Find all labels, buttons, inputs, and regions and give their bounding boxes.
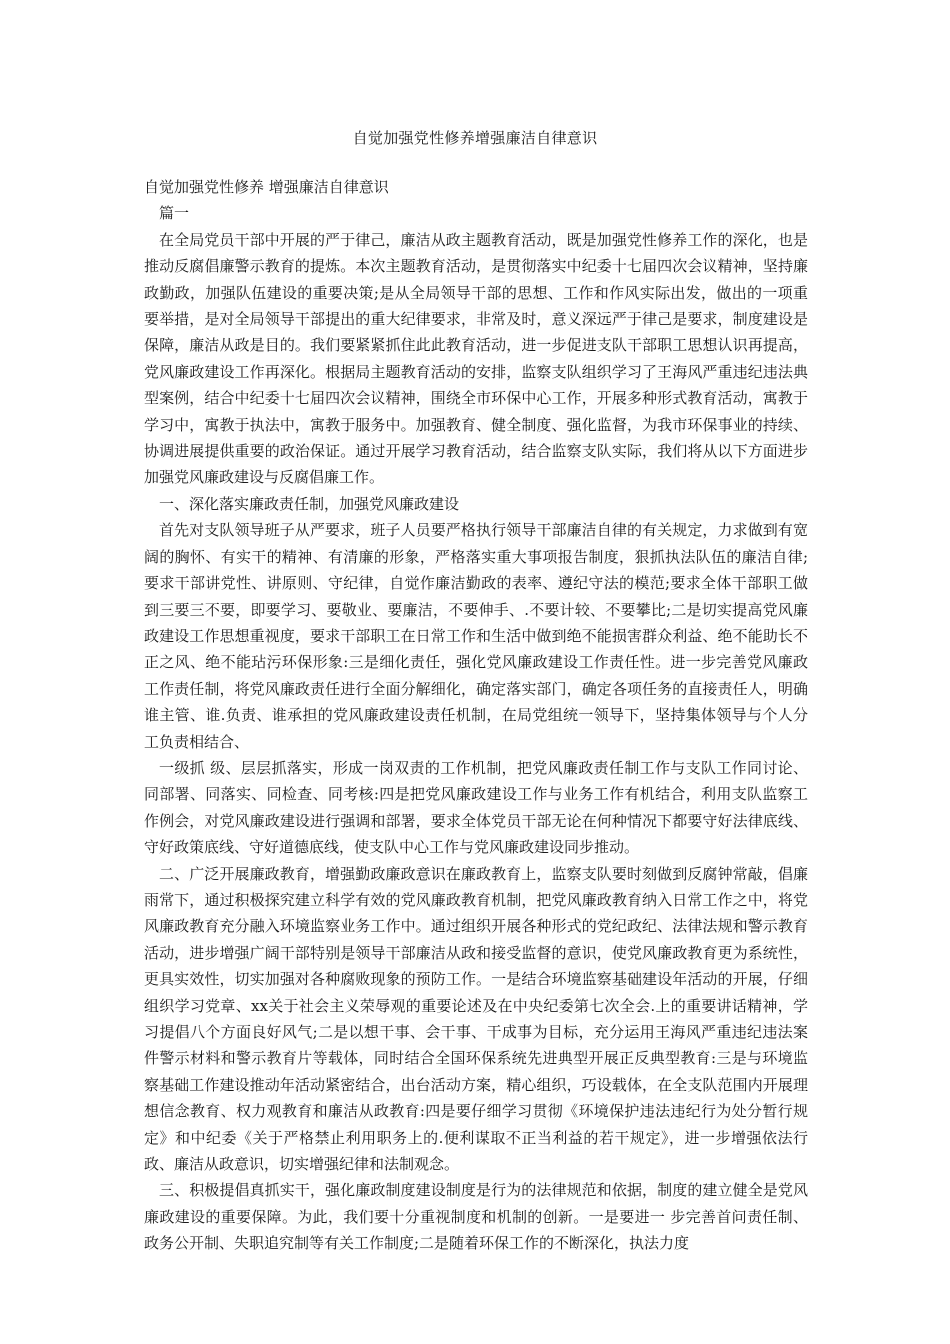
paragraph-section-two: 二、广泛开展廉政教育，增强勤政廉政意识在廉政教育上，监察支队要时刻做到反腐钟常敲，倡廉雨常下，通过积极探究建立科学有效的党风廉政教育机制，把党风廉政教育纳入日常工作之中，将党风廉政教育充分融入环境监察业务工作中。通过组织开展各种形式的党纪政纪、法律法规和警示教育活动，进步增强广阔干部特别是领导干部廉洁从政和接受监督的意识，使党风廉政教育更为系统性，更具实效性，切实加强对各种腐败现象的预防工作。一是结合环境监察基础建设年活动的开展，仔细组织学习党章、xx关于社会主义荣辱观的重要论述及在中央纪委第七次全会.上的重要讲话精神，学习提倡八个方面良好风气;二是以想干事、会干事、干成事为目标，充分运用王海风严重违纪违法案件警示材料和警示教育片等载体，同时结合全国环保系统先进典型开展正反典型教育:三是与环境监察基础工作建设推动年活动紧密结合，出台活动方案，精心组织，巧设载体，在全支队范围内开展理想信念教育、权力观教育和廉洁从政教育:四是要仔细学习贯彻《环境保护违法违纪行为处分暂行规定》和中纪委《关于严格禁止利用职务上的.便利谋取不正当利益的若干规定》，进一步增强依法行政、廉洁从政意识，切实增强纪律和法制观念。 — [144, 864, 808, 1174]
paragraph-section-one-continued: 一级抓 级、层层抓落实，形成一岗双责的工作机制，把党风廉政责任制工作与支队工作同讨论、同部署、同落实、同检查、同考核:四是把党风廉政建设工作与业务工作有机结合，利用支队监察工作例会，对党风廉政建设进行强调和部署，要求全体党员干部无论在何种情况下都要守好法律底线、守好政策底线、守好道德底线，使支队中心工作与党风廉政建设同步推动。 — [144, 758, 808, 857]
heading-section-one: 一、深化落实廉政责任制，加强党风廉政建设 — [159, 494, 460, 513]
paragraph-section-three: 三、积极提倡真抓实干，强化廉政制度建设制度是行为的法律规范和依据，制度的建立健全是党风廉政建设的重要保障。为此，我们要十分重视制度和机制的创新。一是要进一 步完善首问责任制、政务公开制、失职追究制等有关工作制度;二是随着环保工作的不断深化，执法力度 — [144, 1181, 808, 1253]
document-body — [144, 174, 808, 1257]
document-title: 自觉加强党性修养增强廉洁自律意识 — [352, 129, 598, 147]
document-subtitle: 自觉加强党性修养 增强廉洁自律意识 — [144, 178, 389, 196]
paragraph-section-one: 首先对支队领导班子从严要求，班子人员要严格执行领导干部廉洁自律的有关规定，力求做到有宽阔的胸怀、有实干的精神、有清廉的形象，严格落实重大事项报告制度，狠抓执法队伍的廉洁自律;要求干部讲党性、讲原则、守纪律，自觉作廉洁勤政的表率、遵纪守法的模范;要求全体干部职工做到三要三不要，即要学习、要敬业、要廉洁，不要伸手、.不要计较、不要攀比;二是切实提高党风廉政建设工作思想重视度，要求干部职工在日常工作和生活中做到绝不能损害群众利益、绝不能助长不正之风、绝不能玷污环保形象:三是细化责任，强化党风廉政建设工作责任性。进一步完善党风廉政工作责任制，将党风廉政责任进行全面分解细化，确定落实部门，确定各项任务的直接责任人，明确谁主管、谁.负责、谁承担的党风廉政建设责任机制，在局党组统一领导下，坚持集体领导与个人分工负责相结合、 — [144, 521, 808, 751]
paragraph-intro: 在全局党员干部中开展的严于律己，廉洁从政主题教育活动，既是加强党性修养工作的深化，也是推动反腐倡廉警示教育的提炼。本次主题教育活动，是贯彻落实中纪委十七届四次会议精神，坚持廉政勤政，加强队伍建设的重要决策;是从全局领导干部的思想、工作和作风实际出发，做出的一项重要举措，是对全局领导干部提出的重大纪律要求，非常及时，意义深远严于律己是要求，制度建设是保障，廉洁从政是目的。我们要紧紧抓住此此教育活动，进一步促进支队干部职工思想认识再提高，党风廉政建设工作再深化。根据局主题教育活动的安排，监察支队组织学习了王海风严重违纪违法典型案例，结合中纪委十七届四次会议精神，围绕全市环保中心工作，开展多种形式教育活动，寓教于学习中，寓教于执法中，寓教于服务中。加强教育、健全制度、强化监督，为我市环保事业的持续、协调进展提供重要的政治保证。通过开展学习教育活动，结合监察支队实际，我们将从以下方面进步加强党风廉政建设与反腐倡廉工作。 — [144, 230, 808, 487]
section-label: 篇一 — [159, 204, 190, 223]
